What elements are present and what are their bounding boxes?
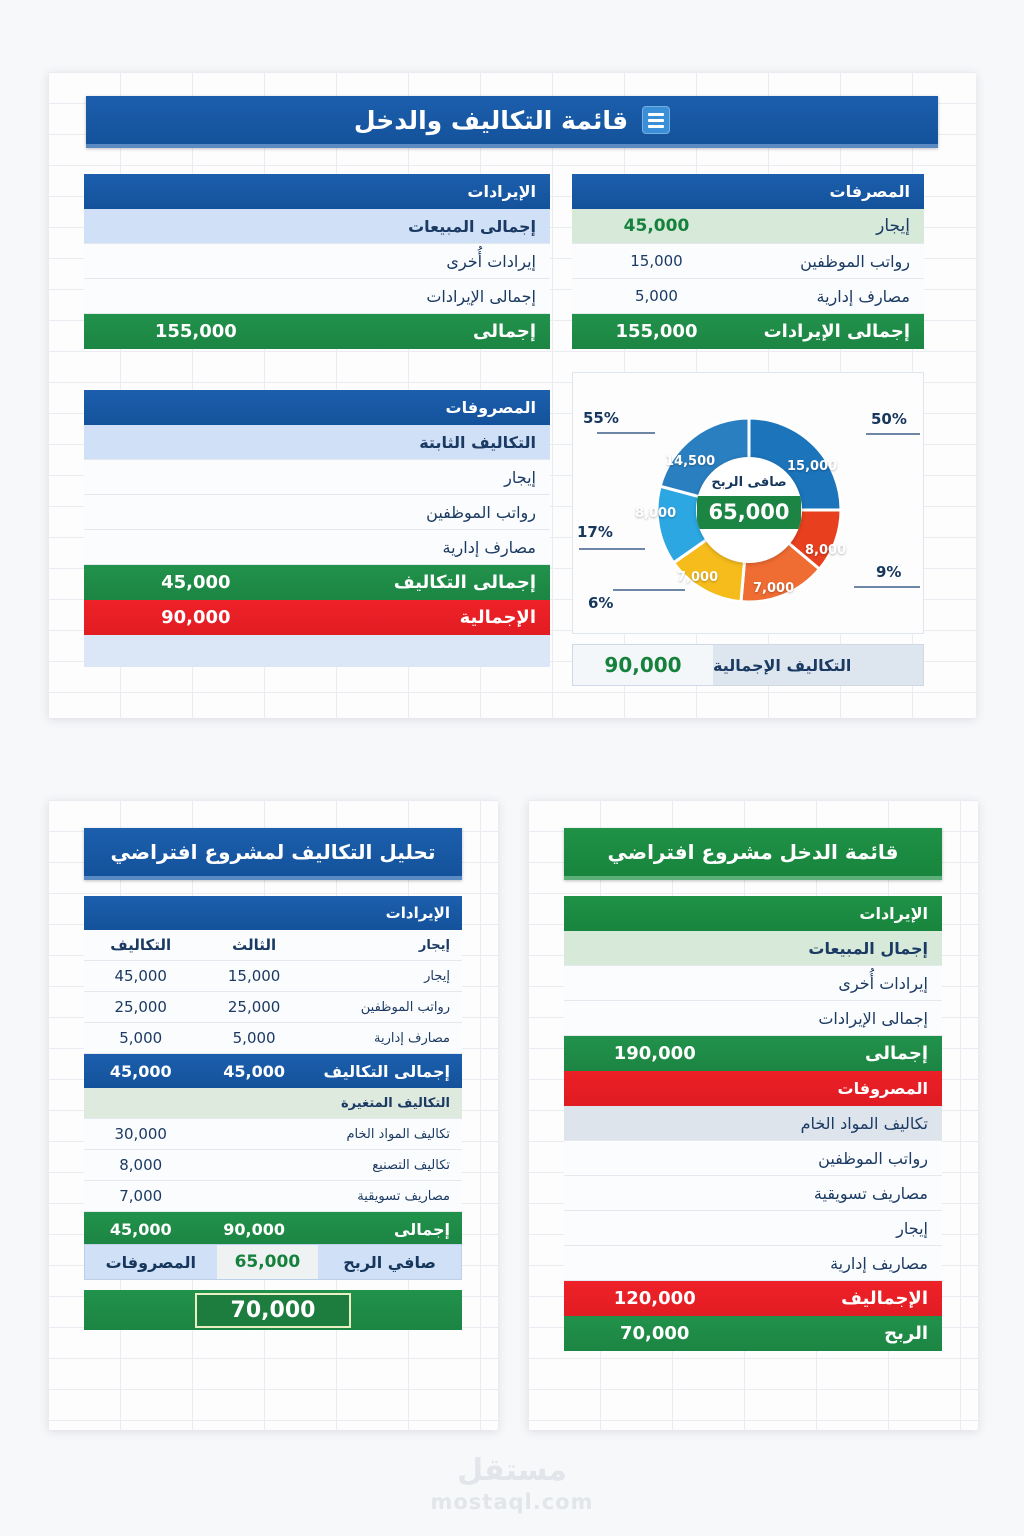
cost-table-header: الإيرادات	[84, 896, 462, 930]
slice-label-5: 8,000	[635, 506, 677, 521]
fixed-costs-total-row: إجمالى التكاليف 45,000 45,000	[84, 1054, 462, 1088]
income-expenses-header: المصروفات	[564, 1071, 942, 1106]
cost-column-headers: إيجار الثالث التكاليف	[84, 930, 462, 961]
income-panel-title: قائمة الدخل مشروع افتراضي	[607, 840, 899, 864]
table-row: رواتب الموظفين 25,000 25,000	[84, 992, 462, 1023]
table-row: مصاريف إدارية	[564, 1246, 942, 1281]
income-statement-panel	[528, 800, 978, 1430]
income-expense-total-row: الإجماليف 120,000	[564, 1281, 942, 1316]
cost-panel-title-bar	[84, 828, 462, 880]
expenses-summary-total-row: إجمالى الإيرادات 155,000	[572, 314, 924, 349]
table-row: رواتب الموظفين	[84, 495, 550, 530]
expenses-summary-table	[572, 174, 924, 349]
table-row: مصارف إدارية 5,000 5,000	[84, 1023, 462, 1054]
total-cost-row	[572, 644, 924, 686]
table-row: رواتب الموظفين	[564, 1141, 942, 1176]
pct-callout-17: 17%	[577, 523, 613, 541]
donut-center-hub	[696, 457, 802, 563]
net-profit-caption: صافى الربح	[711, 475, 787, 490]
watermark	[0, 1453, 1024, 1514]
donut-chart	[573, 373, 924, 634]
table-row: إيرادات أُخرى	[84, 244, 550, 279]
income-revenue-total-row: إجمالى 190,000	[564, 1036, 942, 1071]
pct-callout-50: 50%	[871, 410, 907, 428]
slice-label-1: 15,000	[787, 459, 838, 474]
cost-table	[84, 896, 462, 1246]
table-row: إجمالى المبيعات	[84, 209, 550, 244]
leader-line	[597, 432, 655, 434]
table-row: مصارف إدارية	[84, 530, 550, 565]
leader-line	[613, 589, 685, 591]
leader-line	[866, 433, 920, 435]
slice-label-3: 7,000	[753, 581, 795, 596]
fixed-costs-subheader: التكاليف الثابتة	[84, 425, 550, 460]
net-profit-amount: 65,000	[217, 1245, 319, 1279]
income-profit-row: الربح 70,000	[564, 1316, 942, 1351]
expenses-header: المصروفات	[84, 390, 550, 425]
leader-line	[854, 586, 920, 588]
net-profit-label: صافي الربح	[343, 1252, 436, 1272]
expenses-summary-header: المصرفات	[572, 174, 924, 209]
cost-panel-title: تحليل التكاليف لمشروع افتراضي	[110, 840, 436, 864]
slice-label-6: 14,500	[665, 454, 716, 469]
revenues-header: الإيرادات	[84, 174, 550, 209]
income-table	[564, 896, 942, 1351]
slice-label-4: 7,000	[677, 570, 719, 585]
main-statement-panel	[48, 72, 976, 718]
table-row: تكاليف المواد الخام 30,000	[84, 1119, 462, 1150]
main-title-bar	[86, 96, 938, 148]
revenues-table	[84, 174, 550, 349]
spacer-row	[84, 635, 550, 667]
table-row: إيجار 45,000	[572, 209, 924, 244]
watermark-arabic: مستقل	[457, 1453, 567, 1488]
table-row: إجمالى الإيرادات	[84, 279, 550, 314]
total-cost-value: 90,000	[573, 645, 713, 685]
expenses-total-red-row: الإجمالية 90,000	[84, 600, 550, 635]
table-row: تكاليف المواد الخام	[564, 1106, 942, 1141]
table-row: إيرادات أُخرى	[564, 966, 942, 1001]
income-revenues-header: الإيرادات	[564, 896, 942, 931]
slice-label-2: 8,000	[805, 543, 847, 558]
expenses-table	[84, 390, 550, 667]
pct-callout-55: 55%	[583, 409, 619, 427]
revenues-total-row: إجمالى 155,000	[84, 314, 550, 349]
net-profit-row	[84, 1244, 462, 1280]
donut-chart-card	[572, 372, 924, 634]
table-row: رواتب الموظفين 15,000	[572, 244, 924, 279]
table-row: إيجار 15,000 45,000	[84, 961, 462, 992]
final-total-value: 70,000	[195, 1293, 352, 1328]
leader-line	[579, 548, 645, 550]
table-row: إيجار	[564, 1211, 942, 1246]
pct-callout-9: 9%	[876, 563, 902, 581]
watermark-latin: mostaql.com	[430, 1490, 594, 1514]
hamburger-icon[interactable]	[642, 106, 670, 134]
expenses-label: المصروفات	[105, 1252, 197, 1272]
table-row: إيجار	[84, 460, 550, 495]
total-cost-label: التكاليف الإجمالية	[713, 645, 923, 685]
final-total-row	[84, 1290, 462, 1330]
table-row: إجمال المبيعات	[564, 931, 942, 966]
cost-analysis-panel	[48, 800, 498, 1430]
table-row: تكاليف التصنيع 8,000	[84, 1150, 462, 1181]
net-profit-value: 65,000	[697, 496, 801, 529]
table-row: مصارف إدارية 5,000	[572, 279, 924, 314]
page-title: قائمة التكاليف والدخل	[353, 105, 629, 135]
table-row: مصاريف تسويقية 7,000	[84, 1181, 462, 1212]
table-row: إجمالى الإيرادات	[564, 1001, 942, 1036]
income-panel-title-bar	[564, 828, 942, 880]
variable-costs-subheader: التكاليف المتغيرة	[84, 1088, 462, 1119]
pct-callout-6: 6%	[588, 594, 614, 612]
variable-costs-total-row: إجمالى 90,000 45,000	[84, 1212, 462, 1246]
expenses-total-green-row: إجمالى التكاليف 45,000	[84, 565, 550, 600]
table-row: مصاريف تسويقية	[564, 1176, 942, 1211]
